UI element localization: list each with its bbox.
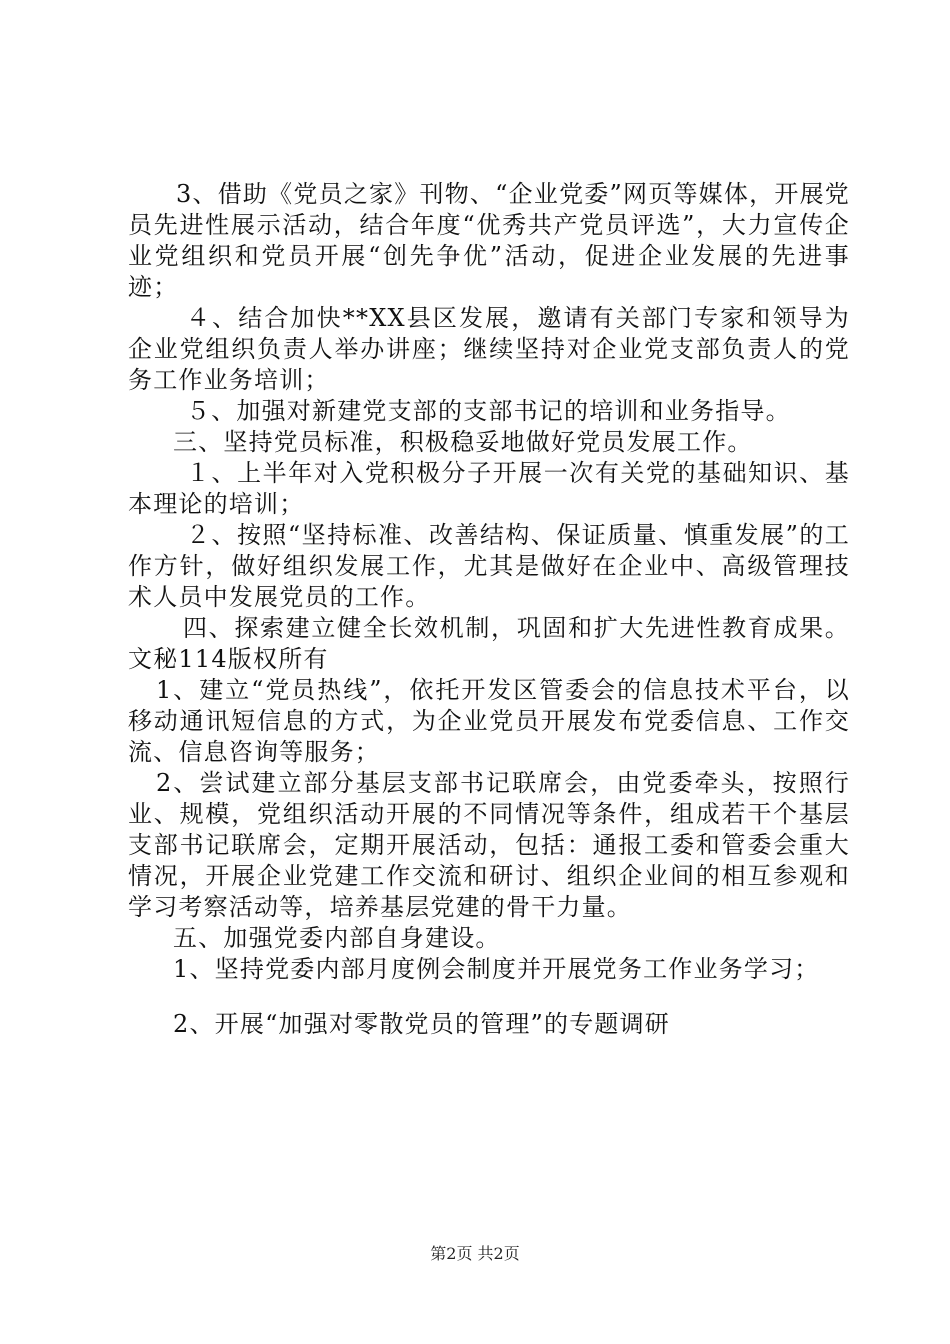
- paragraph-item-1-member-hotline: 1、建立“党员热线”，依托开发区管委会的信息技术平台，以移动通讯短信息的方式，为企业党员开展发布党委信息、工作交流、信息咨询等服务；: [128, 676, 850, 766]
- section-heading-5: 五、加强党委内部自身建设。: [173, 924, 501, 952]
- paragraph-item-3-media-promotion: 3、借助《党员之家》刊物、“企业党委”网页等媒体，开展党员先进性展示活动，结合年度“优秀共产党员评选”，大力宣传企业党组织和党员开展“创先争优”活动，促进企业发展的先进事迹；: [128, 180, 850, 301]
- paragraph-item-2-recruitment-policy: ２、按照“坚持标准、改善结构、保证质量、慎重发展”的工作方针，做好组织发展工作，尤其是做好在企业中、高级管理技术人员中发展党员的工作。: [128, 521, 850, 611]
- section-heading-3: 三、坚持党员标准，积极稳妥地做好党员发展工作。: [173, 428, 753, 456]
- paragraph-item-2-joint-meetings: 2、尝试建立部分基层支部书记联席会，由党委牵头，按照行业、规模，党组织活动开展的不同情况等条件，组成若干个基层支部书记联席会，定期开展活动，包括：通报工委和管委会重大情况，开展企业党建工作交流和研讨、组织企业间的相互参观和学习考察活动等，培养基层党建的骨干力量。: [128, 769, 850, 921]
- document-body: [128, 179, 850, 1040]
- paragraph-item-1-monthly-meetings: 1、坚持党委内部月度例会制度并开展党务工作业务学习；: [173, 955, 820, 983]
- paragraph-item-4-lectures: ４、结合加快**XX县区发展，邀请有关部门专家和领导为企业党组织负责人举办讲座；继续坚持对企业党支部负责人的党务工作业务培训；: [128, 304, 850, 394]
- page-number: 第2页 共2页: [430, 1244, 520, 1263]
- paragraph-item-1-activist-training: １、上半年对入党积极分子开展一次有关党的基础知识、基本理论的培训；: [128, 459, 850, 518]
- paragraph-item-2-research: 2、开展“加强对零散党员的管理”的专题调研: [173, 1010, 671, 1038]
- page-footer: [0, 1244, 950, 1264]
- paragraph-item-5-branch-secretary-training: ５、加强对新建党支部的支部书记的培训和业务指导。: [186, 397, 791, 425]
- section-heading-4: 四、探索建立健全长效机制，巩固和扩大先进性教育成果。文秘114版权所有: [128, 614, 850, 673]
